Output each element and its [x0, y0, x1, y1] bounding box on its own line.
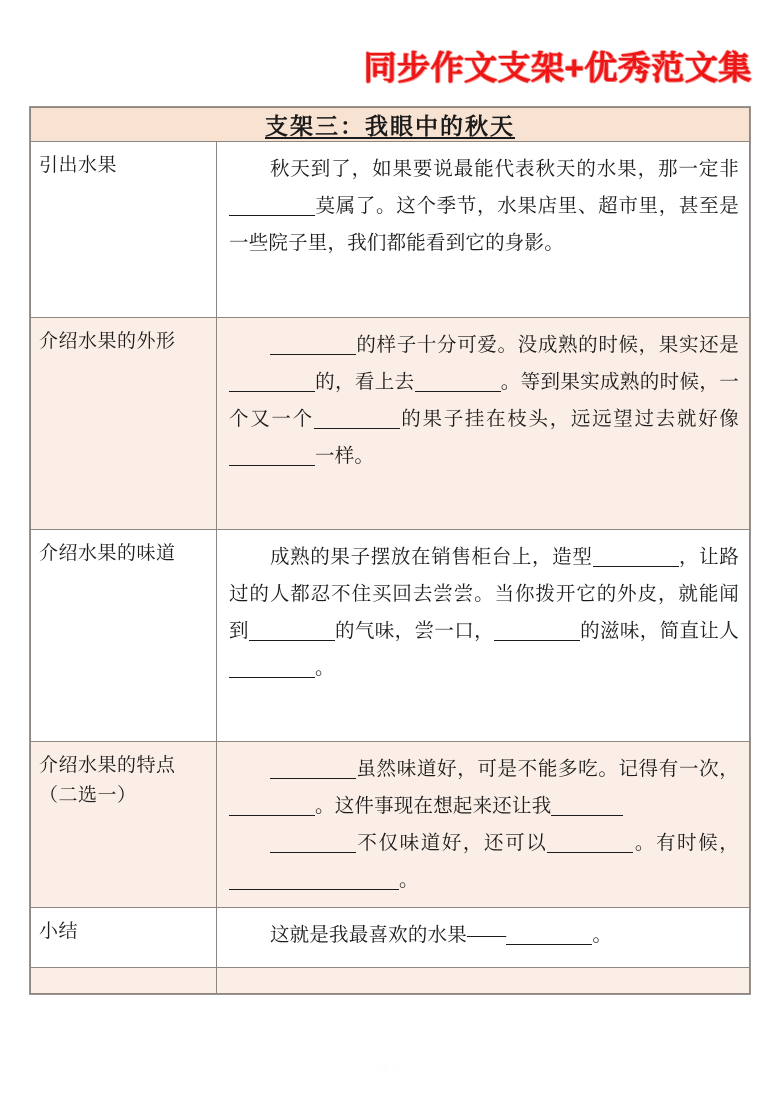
fill-in-blank[interactable]	[415, 371, 501, 392]
banner-title-text: 同步作文支架+优秀范文集	[363, 49, 752, 86]
row-body-cell[interactable]	[217, 318, 750, 530]
worksheet-table-body	[31, 108, 750, 994]
row-label-text: 介绍水果的味道	[39, 543, 176, 564]
fill-in-blank[interactable]	[314, 408, 400, 429]
row-label-text: 介绍水果的外形	[39, 331, 176, 352]
table-header-title: 支架三：我眼中的秋天	[265, 114, 515, 139]
fill-in-blank[interactable]	[270, 334, 356, 355]
text-segment: 的样子十分可爱。没成熟的时候，果实还是	[355, 335, 739, 356]
text-segment: 一样。	[315, 446, 375, 467]
body-paragraph	[229, 539, 739, 687]
text-segment: 的气味，尝一口，	[334, 621, 495, 642]
paragraph-indent	[229, 759, 270, 780]
text-segment: 。等到果实成熟的时候，一个又一个	[229, 372, 739, 430]
fill-in-blank[interactable]	[551, 795, 623, 816]
fill-in-blank[interactable]	[249, 620, 335, 641]
fill-in-blank[interactable]	[229, 869, 399, 890]
fill-in-blank[interactable]	[229, 445, 315, 466]
fill-in-blank[interactable]	[593, 546, 679, 567]
row-body-cell-empty[interactable]	[217, 968, 750, 994]
table-header-row	[31, 108, 750, 142]
text-segment: 成熟的果子摆放在销售柜台上，造型	[269, 547, 593, 568]
paragraph-indent	[229, 335, 270, 356]
worksheet-table	[30, 107, 750, 994]
table-row	[31, 530, 750, 742]
body-paragraph	[229, 151, 739, 262]
fill-in-blank[interactable]	[229, 795, 315, 816]
paragraph-indent	[229, 833, 270, 854]
row-label-line-1: 介绍水果的特点	[39, 755, 176, 776]
body-paragraph-option-1	[229, 751, 739, 825]
fill-in-blank[interactable]	[229, 195, 315, 216]
text-segment: 不仅味道好，还可以	[355, 833, 548, 854]
text-segment: 虽然味道好，可是不能多吃。记得有一次，	[355, 759, 739, 780]
text-segment: 的果子挂在枝头，远远望过去就好像	[399, 409, 739, 430]
row-label-cell-empty	[31, 968, 217, 994]
table-row-empty	[31, 968, 750, 994]
body-paragraph	[229, 917, 739, 954]
row-label-cell	[31, 908, 217, 968]
text-segment: 的，看上去	[315, 372, 415, 393]
table-row	[31, 742, 750, 908]
row-body-cell[interactable]	[217, 742, 750, 908]
paragraph-indent	[229, 925, 270, 946]
fill-in-blank[interactable]	[229, 371, 315, 392]
text-segment: 。这件事现在想起来还让我	[315, 796, 552, 817]
text-segment: 。	[399, 870, 419, 891]
text-segment: 莫属了。这个季节，水果店里、超市里，甚至是一些院子里，我们都能看到它的身影。	[229, 196, 739, 254]
banner-title-bar	[0, 48, 780, 94]
row-label-cell	[31, 742, 217, 908]
row-label-cell	[31, 142, 217, 318]
fill-in-blank[interactable]	[229, 657, 315, 678]
fill-in-blank[interactable]	[547, 832, 633, 853]
paragraph-indent	[229, 159, 270, 180]
table-row	[31, 142, 750, 318]
page-watermark: 副本	[377, 1061, 403, 1073]
text-segment: 。有时候，	[633, 833, 739, 854]
text-segment: 。	[315, 658, 335, 679]
table-row	[31, 318, 750, 530]
text-segment: 。	[592, 925, 613, 946]
row-label-text: 小结	[39, 921, 79, 942]
text-segment: 这就是我最喜欢的水果——	[269, 925, 507, 946]
row-label-text: 引出水果	[39, 155, 118, 176]
body-paragraph	[229, 327, 739, 475]
paragraph-indent	[229, 547, 270, 568]
table-header-cell	[31, 108, 750, 142]
worksheet-table-container	[29, 106, 751, 995]
row-label-line-2: （二选一）	[39, 785, 137, 806]
fill-in-blank[interactable]	[506, 924, 592, 945]
text-segment: ，让路过的人都忍不住买回去尝尝。当你拨开它的外皮，就能闻到	[229, 547, 739, 642]
fill-in-blank[interactable]	[270, 832, 356, 853]
body-paragraph-option-2	[229, 825, 739, 899]
row-body-cell[interactable]	[217, 530, 750, 742]
row-body-cell[interactable]	[217, 908, 750, 968]
fill-in-blank[interactable]	[270, 758, 356, 779]
row-label-cell	[31, 318, 217, 530]
table-row	[31, 908, 750, 968]
text-segment: 秋天到了，如果要说最能代表秋天的水果，那一定非	[269, 159, 739, 180]
row-label-cell	[31, 530, 217, 742]
row-body-cell[interactable]	[217, 142, 750, 318]
text-segment: 的滋味，简直让人	[580, 621, 739, 642]
fill-in-blank[interactable]	[494, 620, 580, 641]
